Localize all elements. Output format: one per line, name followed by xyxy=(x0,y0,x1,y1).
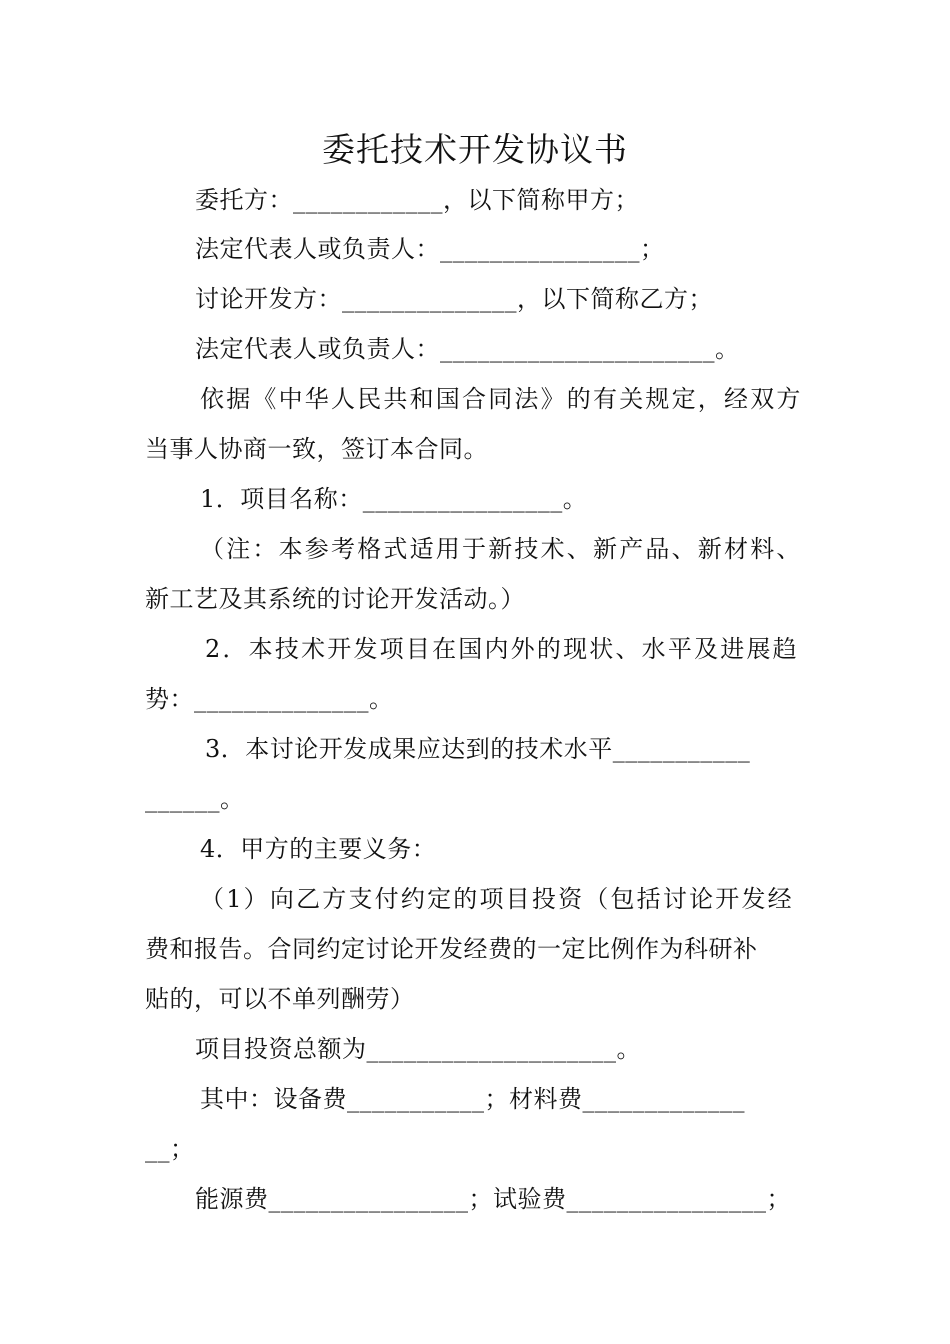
obligation-1-line-2: 费和报告。合同约定讨论开发经费的一定比例作为科研补 xyxy=(145,935,758,963)
obligation-1-line-1: （1）向乙方支付约定的项目投资（包括讨论开发经 xyxy=(200,885,794,913)
clause-3-line-1: 3．本讨论开发成果应达到的技术水平___________ xyxy=(205,735,751,763)
clause-1-project-name: 1．项目名称：________________。 xyxy=(200,485,588,513)
clause-2-line-1: 2．本技术开发项目在国内外的现状、水平及进展趋 xyxy=(205,635,799,663)
cost-breakdown-line-3: 能源费________________；试验费________________； xyxy=(195,1185,791,1213)
clause-2-line-2: 势：______________。 xyxy=(145,685,394,713)
preamble-line-2: 当事人协商一致，签订本合同。 xyxy=(145,435,488,463)
clause-developer-representative: 法定代表人或负责人：______________________。 xyxy=(195,335,740,363)
clause-4-heading: 4．甲方的主要义务： xyxy=(200,835,437,863)
clause-client: 委托方：____________，以下简称甲方； xyxy=(195,186,639,214)
obligation-1-line-3: 贴的，可以不单列酬劳） xyxy=(145,985,415,1013)
note-line-2: 新工艺及其系统的讨论开发活动。） xyxy=(145,585,525,613)
cost-breakdown-line-1: 其中：设备费___________；材料费_____________ xyxy=(200,1085,745,1113)
clause-developer: 讨论开发方：______________，以下简称乙方； xyxy=(195,285,713,313)
document-title: 委托技术开发协议书 xyxy=(322,130,628,169)
note-line-1: （注：本参考格式适用于新技术、新产品、新材料、 xyxy=(200,535,803,563)
investment-total: 项目投资总额为____________________。 xyxy=(195,1035,641,1063)
clause-client-representative: 法定代表人或负责人：________________； xyxy=(195,235,665,263)
preamble-line-1: 依据《中华人民共和国合同法》的有关规定，经双方 xyxy=(200,385,803,413)
clause-3-line-2: ______。 xyxy=(145,785,245,813)
cost-breakdown-line-2: __； xyxy=(145,1135,195,1163)
